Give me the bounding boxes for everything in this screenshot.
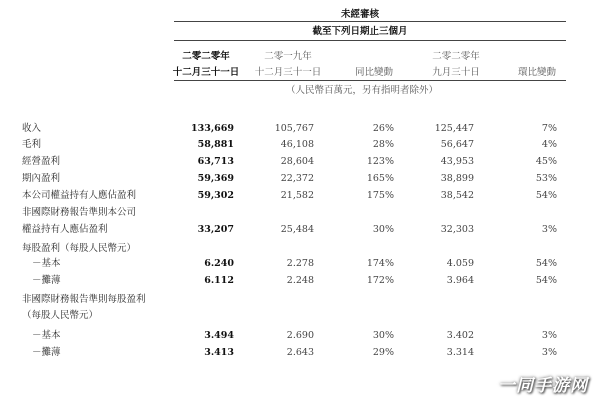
- header-top-rule: [174, 21, 566, 22]
- row-value-v2: 28,604: [280, 156, 314, 167]
- table-row: [0, 242, 594, 256]
- row-value-v5: 54%: [535, 275, 557, 286]
- table-row: [0, 329, 594, 343]
- row-value-v2: 25,484: [280, 224, 314, 235]
- row-value-v3: 30%: [372, 330, 394, 341]
- row-value-v2: 2.690: [286, 330, 314, 341]
- row-value-v4: 38,542: [440, 190, 474, 201]
- row-value-v5: 3%: [541, 330, 557, 341]
- row-value-v1: 133,669: [191, 123, 234, 134]
- col4-date-header: 九月三十日: [432, 67, 480, 78]
- table-row: [0, 155, 594, 169]
- table-row: [0, 274, 594, 288]
- watermark-logo: 一同手游网: [498, 376, 588, 396]
- row-label: 毛利: [22, 139, 42, 150]
- row-value-v3: 172%: [366, 275, 394, 286]
- col5-header: 環比變動: [517, 67, 556, 78]
- row-value-v4: 32,303: [440, 224, 474, 235]
- row-value-v1: 3.494: [204, 330, 234, 341]
- row-label: 經營盈利: [22, 156, 61, 167]
- row-value-v1: 6.112: [204, 275, 234, 286]
- row-value-v5: 54%: [535, 258, 557, 269]
- row-label: （每股人民幣元）: [22, 310, 99, 321]
- period-title: 截至下列日期止三個月: [312, 26, 408, 37]
- row-value-v3: 30%: [372, 224, 394, 235]
- row-value-v1: 58,881: [197, 139, 234, 150]
- table-row: [0, 138, 594, 152]
- col1-date-header: 十二月三十一日: [172, 67, 240, 78]
- row-label: 非國際財務報告準則每股盈利: [22, 294, 146, 305]
- row-value-v1: 63,713: [197, 156, 234, 167]
- col4-year-header: 二零二零年: [432, 51, 480, 62]
- row-value-v2: 2.248: [286, 275, 314, 286]
- row-value-v5: 45%: [535, 156, 557, 167]
- col2-date-header: 十二月三十一日: [254, 67, 322, 78]
- row-value-v4: 43,953: [440, 156, 474, 167]
- col2-year-header: 二零一九年: [264, 51, 312, 62]
- row-value-v1: 59,369: [197, 173, 234, 184]
- row-label: －基本: [32, 330, 61, 341]
- row-label: 期內盈利: [22, 173, 61, 184]
- row-value-v5: 53%: [535, 173, 557, 184]
- row-value-v2: 2.643: [286, 347, 314, 358]
- row-value-v2: 21,582: [280, 190, 314, 201]
- row-value-v3: 26%: [372, 123, 394, 134]
- row-value-v1: 6.240: [204, 258, 234, 269]
- row-value-v3: 175%: [366, 190, 394, 201]
- unit-note: （人民幣百萬元，另有指明者除外）: [285, 85, 438, 96]
- row-value-v2: 22,372: [280, 173, 314, 184]
- row-value-v3: 29%: [372, 347, 394, 358]
- row-value-v5: 54%: [535, 190, 557, 201]
- period-title-rule: [174, 40, 566, 41]
- row-value-v5: 3%: [541, 224, 557, 235]
- col3-header: 同比變動: [354, 67, 393, 78]
- table-row: [0, 223, 594, 237]
- table-row: [0, 206, 594, 220]
- table-row: [0, 122, 594, 136]
- row-label: 權益持有人應佔盈利: [22, 224, 108, 235]
- table-row: [0, 309, 594, 323]
- row-label: 每股盈利（每股人民幣元）: [22, 243, 137, 254]
- row-label: 本公司權益持有人應佔盈利: [22, 190, 137, 201]
- table-row: [0, 346, 594, 360]
- row-label: －基本: [32, 258, 61, 269]
- row-value-v2: 46,108: [280, 139, 314, 150]
- table-row: [0, 172, 594, 186]
- row-value-v1: 33,207: [197, 224, 234, 235]
- row-value-v2: 2.278: [286, 258, 314, 269]
- row-value-v1: 59,302: [197, 190, 234, 201]
- row-value-v4: 125,447: [434, 123, 474, 134]
- row-value-v3: 123%: [366, 156, 394, 167]
- row-label: －攤薄: [32, 275, 61, 286]
- row-value-v4: 3.402: [446, 330, 474, 341]
- table-row: [0, 293, 594, 307]
- audit-status-heading: 未經審核: [340, 9, 379, 20]
- col1-year-header: 二零二零年: [182, 51, 230, 62]
- row-value-v5: 3%: [541, 347, 557, 358]
- row-label: －攤薄: [32, 347, 61, 358]
- row-value-v4: 56,647: [440, 139, 474, 150]
- col-header-rule: [174, 80, 566, 81]
- row-value-v4: 4.059: [446, 258, 474, 269]
- row-value-v1: 3.413: [204, 347, 234, 358]
- table-row: [0, 257, 594, 271]
- row-value-v5: 4%: [541, 139, 557, 150]
- row-label: 收入: [22, 123, 42, 134]
- row-label: 非國際財務報告準則本公司: [22, 207, 137, 218]
- row-value-v2: 105,767: [274, 123, 314, 134]
- row-value-v3: 165%: [366, 173, 394, 184]
- row-value-v4: 3.964: [446, 275, 474, 286]
- row-value-v4: 3.314: [446, 347, 474, 358]
- table-row: [0, 189, 594, 203]
- row-value-v4: 38,899: [440, 173, 474, 184]
- row-value-v3: 174%: [366, 258, 394, 269]
- row-value-v3: 28%: [372, 139, 394, 150]
- row-value-v5: 7%: [541, 123, 557, 134]
